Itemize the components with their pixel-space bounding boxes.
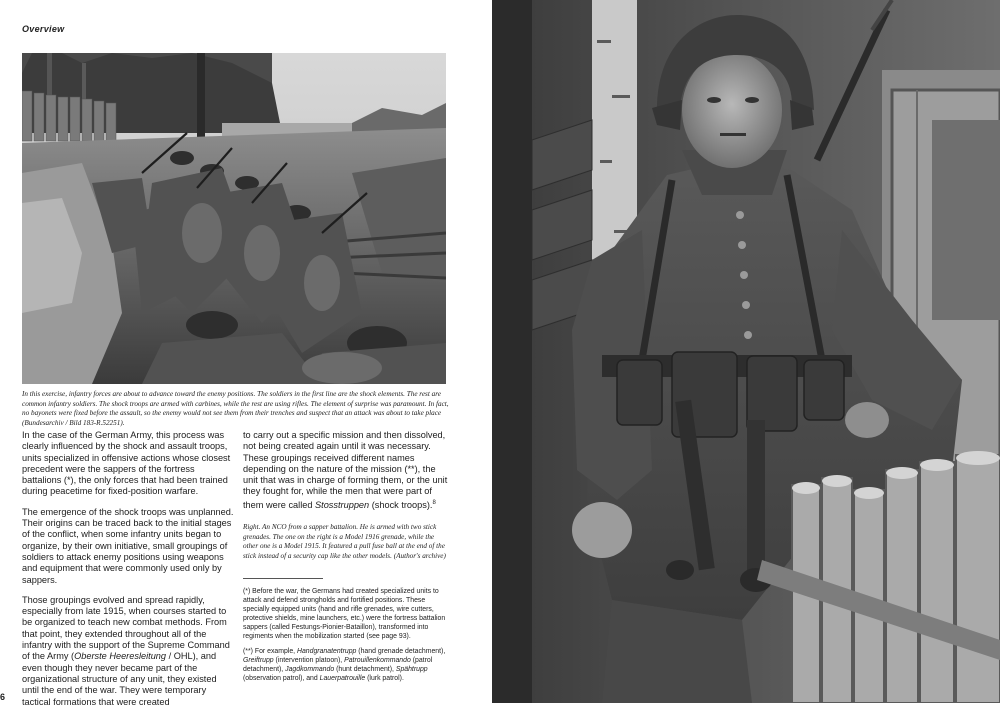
photo-nco-sapper-icon <box>492 0 1000 703</box>
text-run: to carry out a specific mission and then dissolved, not being created again until it was necessary. These groupings received different names depending on the nature of the mission (**), the unit that was in charge of forming them, or the unit they fought for, while the men that were part of them were called <box>243 430 448 510</box>
footnotes <box>243 588 449 691</box>
text-run: (hunt detachment), <box>334 666 396 674</box>
italic-term: Oberste Heeresleitung <box>74 651 167 662</box>
photo-infantry-trench-icon <box>22 53 446 384</box>
left-page <box>0 0 492 707</box>
italic-term: Jagdkommando <box>285 666 335 674</box>
italic-term: Handgranatentrupp <box>297 648 357 656</box>
italic-term: Lauerpatrouille <box>319 675 366 683</box>
nco-sapper-photo <box>492 0 1000 703</box>
italic-term: Stosstruppen <box>315 499 370 510</box>
footnote-divider <box>243 578 323 579</box>
text-run: Those groupings evolved and spread rapidly, especially from late 1915, when courses started to be organized to teach new combat methods. From that point, they extended throughout all of the infantry with the support of the Supreme Command of the Army ( <box>22 594 230 662</box>
italic-term: Patrouillenkommando <box>344 657 411 665</box>
body-paragraph: In the case of the German Army, this process was clearly influenced by the shock and assault troops, units specialized in offensive actions whose closest precedent were the sappers of the fortress battalions (*), the only forces that had been trained during peacetime for fixed-position warfare. <box>22 430 231 497</box>
footnote-2 <box>243 648 449 684</box>
body-column-right <box>243 430 449 511</box>
text-run: (patrol detachment), <box>243 657 433 674</box>
body-column-left <box>22 430 234 717</box>
text-run: (observation patrol), and <box>243 675 320 683</box>
footnote-ref: 8 <box>432 499 436 506</box>
text-run: (hand grenade detachment), <box>356 648 446 656</box>
italic-term: Greiftrupp <box>243 657 274 665</box>
text-run: (lurk patrol). <box>365 675 404 683</box>
section-title: Overview <box>22 24 65 34</box>
text-run: / OHL), and even though they never became part of the organizational structure of any unit, they existed until the end of the war. They were temporary tactical formations that were created <box>22 651 217 707</box>
body-paragraph <box>243 430 449 511</box>
italic-term: Spähtrupp <box>395 666 428 674</box>
text-run: (intervention platoon), <box>273 657 345 665</box>
text-run: (shock troops). <box>369 499 433 510</box>
body-paragraph: The emergence of the shock troops was unplanned. Their origins can be traced back to the initial stages of the conflict, when some infantry units began to organize, by their own initiative, small groupings of soldiers to attack enemy positions using weapons and equipment that were commonly used only by sappers. <box>22 506 234 585</box>
text-run: (**) For example, <box>243 648 297 656</box>
page-number: 6 <box>0 692 6 702</box>
footnote-1: (*) Before the war, the Germans had created specialized units to attack and defend strongholds and fortified positions. These specially equipped units (hand and rifle grenades, wire cutters, protective shields, mine launchers, etc.) were the fortress battalion sappers (called Festungs-Pionier-Bataillon), transformed into regiments when the mobilization started (see page 93). <box>243 588 446 640</box>
infantry-trench-photo <box>22 53 446 384</box>
top-photo-caption: In this exercise, infantry forces are about to advance toward the enemy positions. The soldiers in the first line are the shock elements. The rest are common infantry soldiers. The shock troops are armed with carbines, while the rest are using rifles. The element of surprise was paramount. In fact, no bayonets were fixed before the assault, so the enemy would not see them from their trenches and suspect that an attack was about to take place (Bundesarchiv / Bild 183-R.52251). <box>22 390 449 427</box>
body-paragraph <box>22 595 234 708</box>
right-photo-caption: Right. An NCO from a sapper battalion. He is armed with two stick grenades. The one on the right is a Model 1916 grenade, while the other one is a Model 1915. It featured a pull fuse ball at the end of the stick instead of a security cap like the other models. (Author's archive) <box>243 523 446 561</box>
